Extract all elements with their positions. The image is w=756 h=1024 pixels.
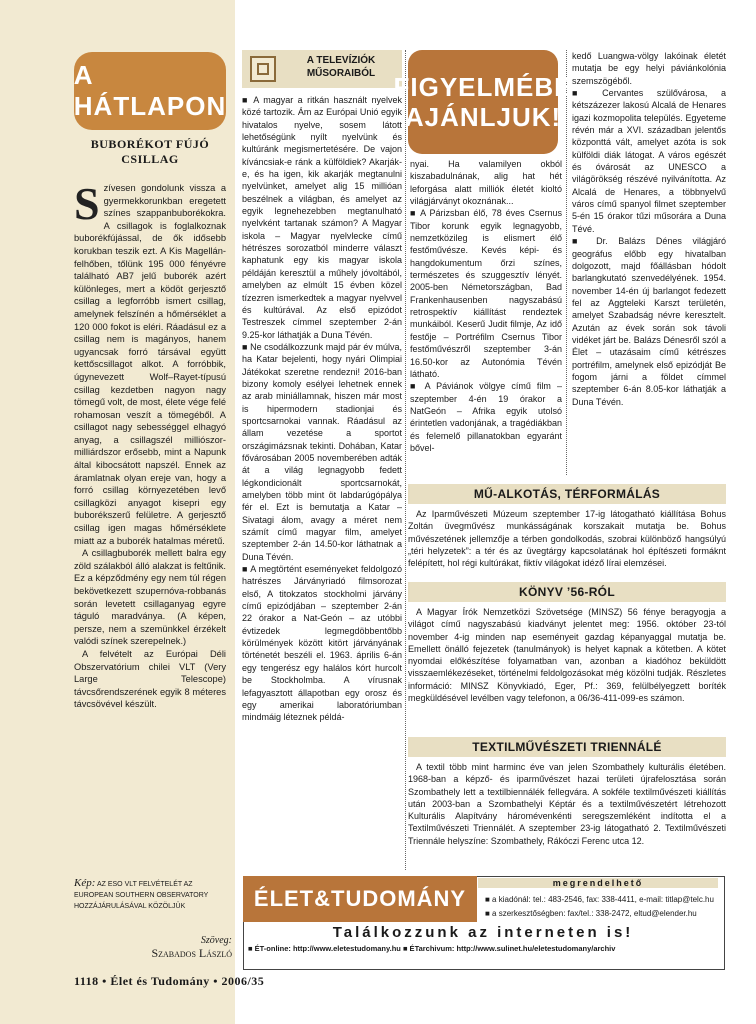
order-contacts	[485, 893, 723, 921]
article-paragraph-1: zívesen gondolunk vissza a gyermekkorunkban eregetett színes szappanbuborékokra. A csillagok is foglalkoznak buborékfújással, de ők idősebb korukban teszik ezt. A Kis Magellán-felhőben, tőlünk 195 000 fényévre található AB7 jelű buborék azért különleges, mert a ködöt gerjesztő csillag a legforróbb ismert csillag, amelynek felszínén a hőmérséklet a 120 000 fokot is eléri. Ráadásul ez a csillag nem is magányos, hanem ugyancsak forró társával együtt kettőscsillagot alkot. A forróbbik, úgynevezett Wolf–Rayet-típusú csillag kezdetben nagyon nagy tömegű volt, de most, élete vége felé rohamosan veszít a tömegéből. A csillagot nagy sebességgel elhagyó anyag, a csillagszél milliószor-milliárdszor erősebb, mint a Napunk által kibocsátott napszél. Ennek az áramlatnak olyan ereje van, hogy a forró csillag környezetében levő csillagközi anyagot kisepri egy buborékszerű felületre. A gerjesztő csillag igen magas hőmérséklete miatt az a buborék hatalmas méretű.	[74, 183, 226, 546]
figyelmebe-line2: AJÁNLJUK!	[404, 102, 562, 132]
column-separator	[405, 50, 406, 870]
fig-paragraph-2: ■ A Párizsban élő, 78 éves Csernus Tibor korunk egyik legnagyobb, nemzetközileg is elismert élő festőművésze. Kevés képi- és hangdokumentum őrzi színes, természetes és szuggesztív lényét. 2005-ben Németországban, Bad Frankenhausenben nagyszabású retrospektív kiállítást rendeztek munkáiból. Keserű Judit filmje, Az idő festője – Portréfilm Csernus Tibor festőművészről szeptember 3-án 16.50-kor az Autonómia Tévén látható.	[410, 208, 562, 379]
elet-tudomany-logo-text: ÉLET&TUDOMÁNY	[253, 886, 467, 911]
section-header-textil: TEXTILMŰVÉSZETI TRIENNÁLÉ	[408, 737, 726, 757]
section-body-konyv	[408, 606, 726, 704]
section-text: A Magyar Írók Nemzetközi Szövetsége (MINSZ) 56 fénye beragyogja a világot című nagyszabású kiadványt jelentet meg: 1956. október 23-tól november 4-ig minden nap eseményeit gazdag képanyaggal mutatja be. Emellett önálló fejezetek (tanulmányok) is helyet kapnak a kötetben. A kötet nyomdai előkészítése folyamatban van, azonban a kiadóhoz beküldött visszaemlékezéseket, történelmi feldolgozásokat még közölni tudják. Részletes információ: MINSZ Könyvkiadó, Eger, Pf.: 369, felülbélyegzett boríték megküldésével levélben vagy telefonon, a 06/36-411-099-es számon.	[408, 607, 726, 704]
drop-cap: S	[74, 178, 100, 229]
caption-text: AZ ESO VLT FELVÉTELÉT AZ EUROPEAN SOUTHERN OBSERVATORY HOZZÁJÁRULÁSÁVAL KÖZÖLJÜK	[74, 881, 209, 910]
section-text: A textil több mint harminc éve van jelen Szombathely kulturális életében. 1968-ban a képző- és iparművészet hazai területi újrafelosztása során Szombathely lett a textilbiennálék fellegvára. A sokféle textilművészeti kiállítás után 2003-ban a Szombathelyi Képtár és a textilművészetért létrehozott Kulturális Alapítvány háromévenkénti seregszemléként indította el a Textilművészeti Triennálét. A szeptember 23-ig látogatható 2. Textilművészeti Triennále helyszíne: Szombathely, Rákóczi Ferenc utca 12.	[408, 762, 726, 846]
column-separator-2	[566, 50, 567, 475]
fig2-paragraph-3: ■ Dr. Balázs Dénes világjáró geográfus előbb egy hivatalban dolgozott, majd főállásban hódolt barlangkutató szenvedélyének. 1954. november 14-én új barlangot fedezett fel az Aggteleki Karszt területén, amelyet Szabadság névre keresztelt. Azután az évek során sok távoli vidéket járt be. Balázs Dénesről szól a Élet – utazásaim című kétrészes portréfilm, amelynek első epizódját Be fogom járni a földet címmel szeptember 6-án 8.05-kor láthatják a Duna Tévén.	[572, 236, 726, 407]
fig2-paragraph-2: ■ Cervantes szülővárosa, a kétszázezer lakosú Alcalá de Henares igazi kozmopolita település. Egyeteme révén már a XVI. században jelentős központtá vált, amelyet azóta is sok külföldi diák látogat. A város egészét és óvárosát az UNESCO a világörökség részévé nyilvánította. Az Alcalá de Henares, a többnyelvű város című spanyol filmet szeptember 5-én 15 órakor tűzi műsorára a Duna Tévé.	[572, 88, 726, 234]
internet-slogan: Találkozzunk az interneten is!	[332, 924, 634, 941]
hatlapon-logo-text: A HÁTLAPON	[73, 60, 227, 121]
author-credit	[150, 934, 232, 961]
tv-icon	[250, 56, 276, 82]
megrendelheto-label: megrendelhető	[478, 878, 718, 888]
figyelmebe-line1: FIGYELMÉBE	[393, 72, 573, 102]
figyelmebe-header	[393, 50, 573, 154]
section-body-mu-alkotas	[408, 508, 726, 569]
szerkesztoseg-contact: ■ a szerkesztőségben: fax/tel.: 338-2472, eltud@elender.hu	[485, 909, 697, 918]
section-text: Az Iparművészeti Múzeum szeptember 17-ig látogatható kiállítása Bohus Zoltán üvegművész munkásságának korszakait mutatja be. Bohus művészetének jellemzője a térben gondolkodás, szobrai különböző hangsúlyú „téri helyzetek”: a tér és az üvegtárgy kapcsolatának hol építészeti formáknt felépített, hol régi kultúrákat, fiktív világokat idéző lírai elemzései.	[408, 509, 726, 569]
image-caption	[74, 878, 232, 912]
fig-paragraph-3: ■ A Páviánok völgye című film – szeptember 4-én 19 órakor a NatGeón – Afrika egyik utolsó érintetlen vadonjának, a tragédiákban és felemelő pillanatokban egyaránt bővel-	[410, 381, 562, 453]
tv-column	[242, 94, 402, 724]
tv-paragraph-3: ■ A megtörtént eseményeket feldolgozó hatrészes Járványriadó filmsorozat első, A titokzatos stockholmi járvány című epizódjában – szeptember 2-án 22 órakor a Nat-Geón – az utóbbi évtizedek legmegdöbbentőbb körülmények között kitört járványának történetét beszéli el. 1963. április 6-án egy tengerész egy halálos kórt hurcolt be Stockholmba. A vírusnak lefagyasztott állapotban egy orosz és egy amerikai laboratóriumban mindmáig léteznek példá-	[242, 564, 402, 723]
article-body	[74, 178, 226, 711]
online-links: ■ ÉT-online: http://www.eletestudomany.hu ■ ÉTarchivum: http://www.sulinet.hu/eletestudomany/archiv	[248, 944, 616, 953]
author-name: Szabados László	[151, 946, 232, 960]
section-body-textil	[408, 761, 726, 847]
fig2-paragraph-1: kedő Luangwa-völgy lakóinak életét mutatja be egy helyi páviánkolónia szemszögéből.	[572, 51, 726, 86]
tv-header	[242, 50, 402, 88]
figyelmebe-column-2	[572, 50, 726, 408]
kiado-contact: ■ a kiadónál: tel.: 483-2546, fax: 338-4411, e-mail: titlap@telc.hu	[485, 895, 714, 904]
article-paragraph-3: A felvételt az Európai Déli Obszervatórium chilei VLT (Very Large Telescope) távcsőrendszerének egyik 8 méteres távcsövével készült.	[74, 648, 226, 710]
page-footer: 1118 • Élet és Tudomány • 2006/35	[74, 974, 265, 988]
caption-label: Kép:	[74, 877, 96, 889]
tv-header-title: A TELEVÍZIÓK MŰSORAIBÓL	[306, 55, 376, 79]
fig-paragraph-1: nyai. Ha valamilyen okból kiszabadulnának, alig hat hét leforgása alatt milliók életét kioltó világjárványt okoznának...	[410, 159, 562, 207]
tv-paragraph-2: ■ Ne csodálkozzunk majd pár év múlva, ha Katar bejelenti, hogy nyári Olimpiai Játékokat szeretne rendezni! 2016-ban bizony komoly esélyei lehetnek ennek az arab miniállamnak, hiszen már most is hipermodern stadionjai és sportcsarnokai vannak. Ráadásul az állam vezetése a sportot országimázsnak tekinti. Dohában, Katar fővárosában 2005 novemberében adták át a világ legnagyobb fedett légkondicionált sportcsarnokát, amelyben több mint öt labdarúgópálya fér el. Ezt is bemutatja a Katar – Sivatagi álom, avagy a méret nem számít című magyar film, amelyet szeptember 2-án 14.50-kor láthatnak a Duna Tévén.	[242, 341, 402, 562]
article-title: BUBORÉKOT FÚJÓ CSILLAG	[90, 137, 210, 166]
section-header-konyv: KÖNYV ’56-RÓL	[408, 582, 726, 602]
figyelmebe-column-1	[410, 158, 562, 454]
elet-tudomany-logo	[243, 876, 477, 922]
tv-paragraph-1: ■ A magyar a ritkán használt nyelvek közé tartozik. Ám az Európai Unió egyik hivatalos nyelve, sosem látott lehetőségünk nyílt nyelvünk és kultúránk megismertetésére. De vajon kíváncsiak-e ránk a külföldiek? Akarják-e, és ha igen, kik akarják megtanulni nyelvünket, amelyet alig 15 millióan beszélnek a világban, és amelyet az egyik legnehezebben megtanulható nyelvként tartanak számon? A Magyar iskola – Magyar nyelvlecke című hétrészes sorozatból minderre választ kaphatunk egy kis magyar iskola példáján keresztül a műhely jóvoltából, amelyben az elmúlt 15 évben közel tízezren ismerkedtek a magyar nyelvvel és kultúrával. Az első epizódot Testreszek címmel szeptember 2-án 9.25-kor láthatják a Duna Tévén.	[242, 95, 402, 340]
hatlapon-logo	[74, 52, 226, 130]
author-label: Szöveg:	[200, 935, 232, 946]
article-paragraph-2: A csillagbuborék mellett balra egy zöld szálakból álló alakzat is feltűnik. Ez a képződmény egy nem túl régen bekövetkezett szupernóva-robbanás során levetett csillaganyag egyre táguló maradványa. (A képen, persze, nem a szemünkkel érzékelt valódi színek szerepelnek.)	[74, 548, 226, 647]
section-header-mu-alkotas: MŰ-ALKOTÁS, TÉRFORMÁLÁS	[408, 484, 726, 504]
